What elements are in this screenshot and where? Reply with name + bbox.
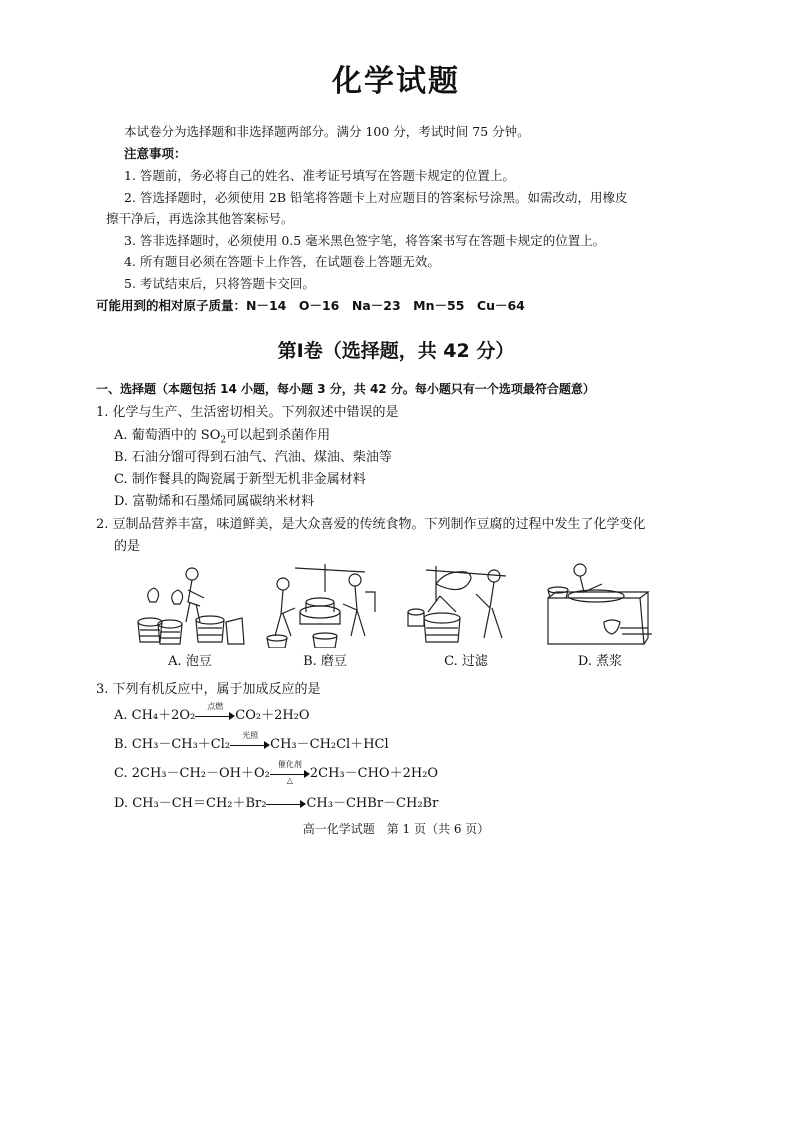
part-heading: 一、选择题（本题包括 14 小题，每小题 3 分，共 42 分。每小题只有一个选项最符合题意） xyxy=(96,382,595,396)
notice-heading: 注意事项： xyxy=(124,146,187,161)
caption-c: C. 过滤 xyxy=(444,654,488,669)
eq-d-left: D. CH₃－CH＝CH₂＋Br₂ xyxy=(114,796,267,811)
question-1-stem: 1. 化学与生产、生活密切相关。下列叙述中错误的是 xyxy=(96,405,399,420)
reaction-arrow-icon xyxy=(266,797,306,811)
notice-item: 3. 答非选择题时，必须使用 0.5 毫米黑色签字笔，将答案书写在答题卡规定的位置上。 xyxy=(124,233,606,248)
caption-d: D. 煮浆 xyxy=(577,654,623,669)
question-3-option-c xyxy=(114,759,439,785)
eq-a-right: CO₂＋2H₂O xyxy=(235,708,310,723)
eq-b-left: B. CH₃－CH₃＋Cl₂ xyxy=(114,737,231,752)
filtering-illustration xyxy=(406,562,526,672)
option-a-pre: A. 葡萄酒中的 SO xyxy=(114,428,221,443)
option-a-post: 可以起到杀菌作用 xyxy=(226,428,331,443)
notice-item: 2. 答选择题时，必须使用 2B 铅笔将答题卡上对应题目的答案标号涂黑。如需改动，用橡皮 xyxy=(124,190,628,205)
caption-b: B. 磨豆 xyxy=(303,654,347,669)
boiling-pulp-illustration xyxy=(540,562,660,672)
option-a-sub: 2 xyxy=(220,435,227,446)
page-footer: 高一化学试题 第 1 页（共 6 页） xyxy=(302,822,490,836)
atomic-masses: 可能用到的相对原子质量：N－14 O－16 Na－23 Mn－55 Cu－64 xyxy=(96,298,525,313)
boiling-pulp-drawing xyxy=(540,562,660,648)
grinding-beans-illustration xyxy=(265,562,385,672)
soaking-beans-illustration xyxy=(130,562,250,672)
notice-item: 擦干净后，再选涂其他答案标号。 xyxy=(106,211,294,226)
question-3-option-b xyxy=(114,730,389,752)
eq-a-left: A. CH₄＋2O₂ xyxy=(114,708,196,723)
question-3-option-a xyxy=(114,701,310,723)
question-2-stem-cont: 的是 xyxy=(114,539,141,554)
eq-c-left: C. 2CH₃－CH₂－OH＋O₂ xyxy=(114,766,270,781)
soaking-beans-drawing xyxy=(130,562,250,648)
tofu-process-figures xyxy=(130,562,660,672)
question-1-option-c: C. 制作餐具的陶瓷属于新型无机非金属材料 xyxy=(114,472,366,487)
notice-item: 1. 答题前，务必将自己的姓名、准考证号填写在答题卡规定的位置上。 xyxy=(124,168,515,183)
question-1-option-d: D. 富勒烯和石墨烯同属碳纳米材料 xyxy=(114,494,315,509)
question-2-stem: 2. 豆制品营养丰富，味道鲜美，是大众喜爱的传统食物。下列制作豆腐的过程中发生了化学变化 xyxy=(96,517,646,532)
eq-c-condition-bottom: △ xyxy=(286,775,293,785)
eq-d-right: CH₃－CHBr－CH₂Br xyxy=(306,796,439,811)
question-1-option-a xyxy=(114,424,330,446)
eq-a-condition: 点燃 xyxy=(207,701,224,711)
intro-text: 本试卷分为选择题和非选择题两部分。满分 100 分，考试时间 75 分钟。 xyxy=(124,124,530,139)
page-title: 化学试题 xyxy=(332,64,460,99)
eq-b-right: CH₃－CH₂Cl＋HCl xyxy=(270,737,389,752)
caption-a: A. 泡豆 xyxy=(168,654,212,669)
eq-c-right: 2CH₃－CHO＋2H₂O xyxy=(309,766,439,781)
grinding-beans-drawing xyxy=(265,562,385,648)
reaction-arrow-icon xyxy=(270,759,310,785)
question-1-option-b: B. 石油分馏可得到石油气、汽油、煤油、柴油等 xyxy=(114,450,392,465)
notice-item: 5. 考试结束后，只将答题卡交回。 xyxy=(124,276,315,291)
reaction-arrow-icon xyxy=(195,701,235,723)
reaction-arrow-icon xyxy=(230,730,270,752)
section-title: 第Ⅰ卷（选择题，共 42 分） xyxy=(277,340,515,362)
question-3-option-d xyxy=(114,792,438,811)
eq-c-condition-top: 催化剂 xyxy=(277,759,302,769)
eq-b-condition: 光照 xyxy=(242,730,259,740)
notice-item: 4. 所有题目必须在答题卡上作答，在试题卷上答题无效。 xyxy=(124,254,440,269)
question-3-stem: 3. 下列有机反应中，属于加成反应的是 xyxy=(96,682,321,697)
filtering-drawing xyxy=(406,562,526,648)
